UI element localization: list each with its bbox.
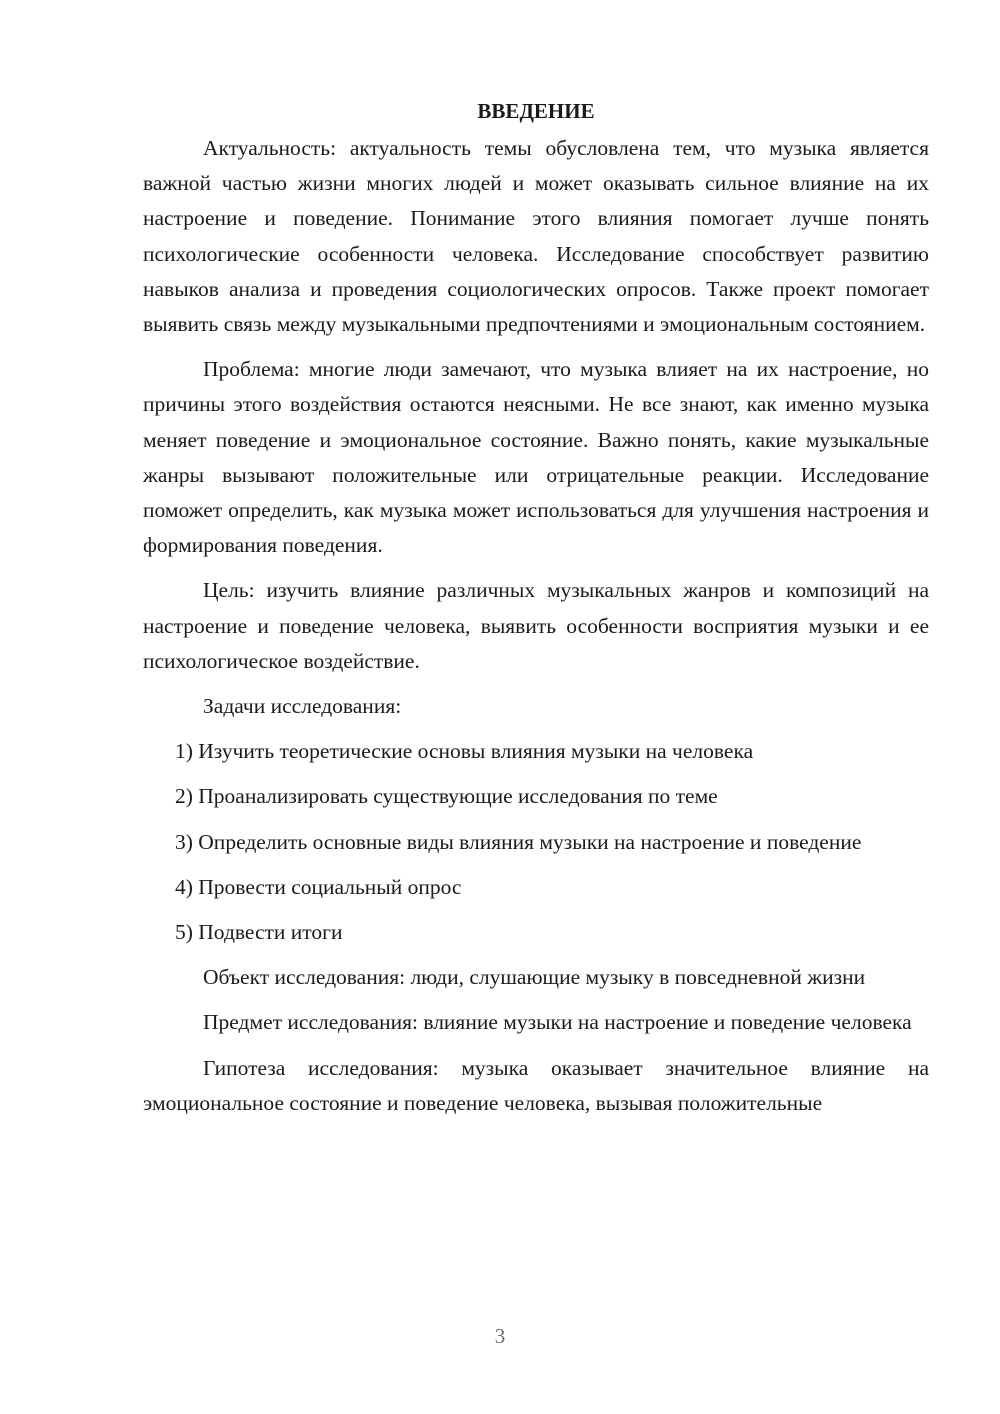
task-item: 3) Определить основные виды влияния музыки на настроение и поведение bbox=[175, 829, 862, 854]
problem-paragraph: Проблема: многие люди замечают, что музыка влияет на их настроение, но причины этого воздействия остаются неясными. Не все знают, как именно музыка меняет поведение и эмоциональное состояние. Важно понять, какие музыкальные жанры вызывают положительные или отрицательные реакции. Исследование поможет определить, как музыка может использоваться для улучшения настроения и формирования поведения. bbox=[143, 357, 929, 558]
tasks-heading: Задачи исследования: bbox=[203, 694, 402, 719]
document-page bbox=[143, 96, 929, 1131]
task-item: 5) Подвести итоги bbox=[175, 920, 343, 945]
goal-paragraph: Цель: изучить влияние различных музыкальных жанров и композиций на настроение и поведение человека, выявить особенности восприятия музыки и ее психологическое воздействие. bbox=[143, 578, 929, 673]
relevance-paragraph: Актуальность: актуальность темы обусловлена тем, что музыка является важной частью жизни многих людей и может оказывать сильное влияние на их настроение и поведение. Понимание этого влияния помогает лучше понять психологические особенности человека. Исследование способствует развитию навыков анализа и проведения социологических опросов. Также проект помогает выявить связь между музыкальными предпочтениями и эмоциональным состоянием. bbox=[143, 136, 929, 337]
subject-paragraph: Предмет исследования: влияние музыки на настроение и поведение человека bbox=[203, 1010, 912, 1035]
task-item: 1) Изучить теоретические основы влияния музыки на человека bbox=[175, 739, 754, 764]
page-number: 3 bbox=[494, 1324, 506, 1348]
task-item: 4) Провести социальный опрос bbox=[175, 874, 462, 899]
page-title: ВВЕДЕНИЕ bbox=[477, 99, 595, 123]
hypothesis-paragraph: Гипотеза исследования: музыка оказывает значительное влияние на эмоциональное состояние и поведение человека, вызывая положительные bbox=[143, 1055, 929, 1115]
task-item: 2) Проанализировать существующие исследования по теме bbox=[175, 784, 718, 809]
object-paragraph: Объект исследования: люди, слушающие музыку в повседневной жизни bbox=[203, 965, 866, 990]
